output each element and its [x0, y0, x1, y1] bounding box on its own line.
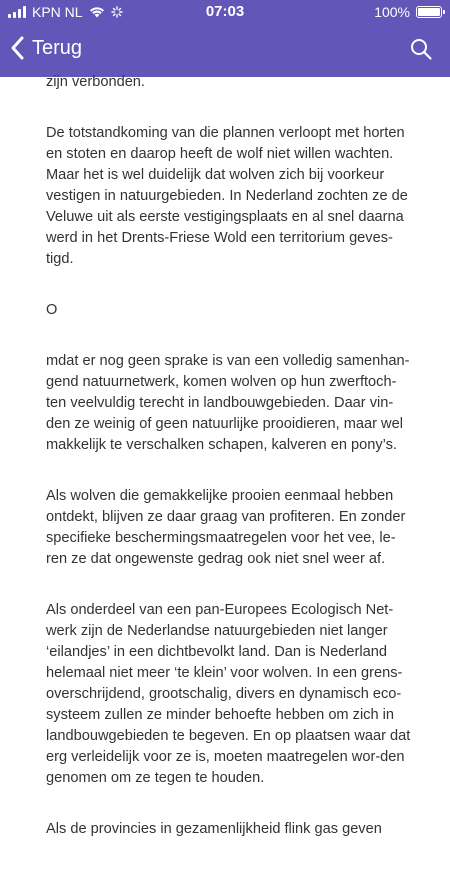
article-content	[46, 72, 416, 870]
nav-bar	[0, 24, 450, 77]
article-paragraph: Als de provincies in gezamenlijkheid flink gas geven	[46, 821, 382, 837]
status-bar	[0, 0, 450, 24]
back-button[interactable]	[10, 36, 82, 60]
article-paragraph: Als wolven die gemakkelijke prooien eenmaal hebben ontdekt, blijven ze daar graag van profiteren. En zonder specifieke beschermingsmaatregelen voor het vee, le-ren ze dat ongewenste gedrag ook niet snel weer af.	[46, 488, 406, 567]
search-icon	[410, 38, 432, 60]
battery-level	[418, 8, 440, 16]
back-label: Terug	[32, 36, 83, 59]
status-time: 07:03	[205, 3, 245, 20]
app-header	[0, 0, 450, 77]
battery-percentage: 100%	[374, 4, 410, 20]
article-paragraph: Als onderdeel van een pan-Europees Ecologisch Net-werk zijn de Nederlandse natuurgebieden niet langer ‘eilandjes’ in een dichtbevolkt land. Dan is Nederland helemaal niet meer ‘te klein’ voor wolven. In een grens-overschrijdend, grootschalig, divers en dynamisch eco-systeem zullen ze minder behoefte hebben om zich in landbouwgebieden te begeven. En op plaatsen waar dat erg verleidelijk voor ze is, moeten maatregelen wor-den genomen om ze tegen te houden.	[46, 602, 411, 786]
search-button[interactable]	[410, 38, 432, 65]
carrier-label: KPN NL	[32, 4, 83, 20]
drop-cap-letter: O	[46, 302, 58, 318]
article-paragraph: mdat er nog geen sprake is van een volledig samenhan-gend natuurnetwerk, komen wolven op hun zwerftoch-ten veelvuldig terecht in landbouwgebieden. Daar vin-den ze weinig of geen natuurlijke prooidieren, maar wel makkelijk te verschalken schapen, kalveren en pony’s.	[46, 353, 410, 453]
article-paragraph: De totstandkoming van die plannen verloopt met horten en stoten en daarop heeft de wolf niet willen wachten. Maar het is wel duidelijk dat wolven zich bij voorkeur vestigen in natuurgebieden. In Nederland zochten ze de Veluwe uit als eerste vestigingsplaats en al snel daarna werd in het Drents-Friese Wold een territorium geves-tigd.	[46, 125, 408, 267]
battery-icon	[416, 6, 442, 18]
article-paragraph: zijn verbonden.	[46, 74, 145, 90]
status-right	[374, 4, 442, 20]
chevron-left-icon	[10, 36, 24, 60]
